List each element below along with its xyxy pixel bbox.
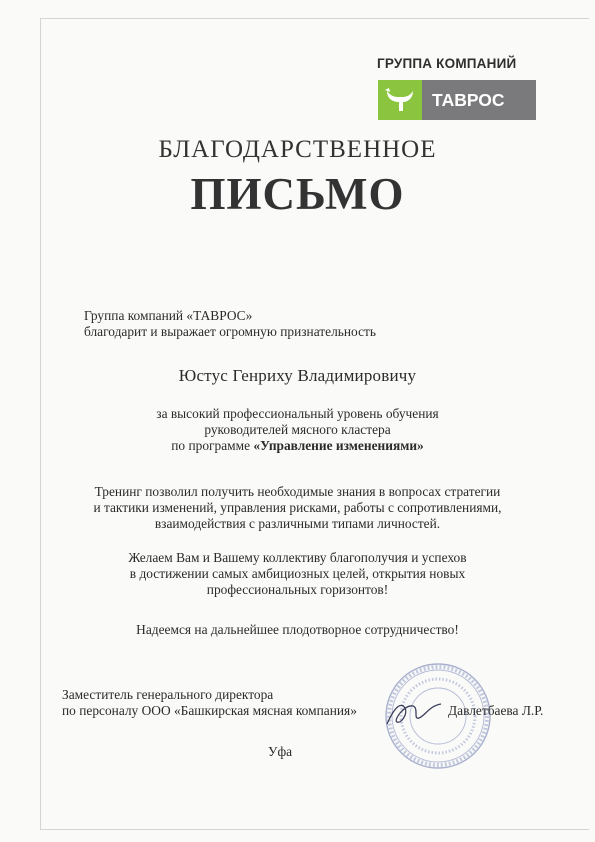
logo-wordmark: ТАВРОС	[422, 80, 536, 120]
signatory-name: Давлетбаева Л.Р.	[448, 703, 544, 718]
company-logo	[377, 56, 537, 118]
para2-line-2: в достижении самых амбициозных целей, открытия новых	[129, 566, 466, 581]
para1-line-3: взаимодействия с различными типами личностей.	[154, 516, 441, 531]
recipient-name: Юстус Генриху Владимировичу	[178, 366, 417, 385]
signatory-line-2: по персоналу ООО «Башкирская мясная компания»	[62, 703, 357, 718]
closing-line: Надеемся на дальнейшее плодотворное сотрудничество!	[136, 622, 459, 637]
para1-line-1: Тренинг позволил получить необходимые знания в вопросах стратегии	[94, 484, 501, 499]
reason-line-2: руководителей мясного кластера	[204, 422, 391, 437]
city-name: Уфа	[268, 744, 293, 759]
logo-caption: ГРУППА КОМПАНИЙ	[377, 56, 517, 71]
para2-line-1: Желаем Вам и Вашему коллективу благополучия и успехов	[128, 550, 467, 565]
program-name: «Управление изменениями»	[253, 438, 424, 453]
reason-line-1: за высокий профессиональный уровень обучения	[156, 406, 439, 421]
para2-line-3: профессиональных горизонтов!	[206, 582, 389, 597]
title-line-1: БЛАГОДАРСТВЕННОЕ	[158, 136, 437, 163]
intro-line-1: Группа компаний «ТАВРОС»	[84, 308, 253, 323]
reason-line-3	[0, 438, 595, 454]
program-prefix: по программе	[171, 438, 254, 453]
bull-horns-icon	[378, 80, 422, 120]
para1-line-2: и тактики изменений, управления рисками, работы с сопротивлениями,	[93, 500, 502, 515]
signatory-line-1: Заместитель генерального директора	[62, 687, 274, 702]
intro-line-2: благодарит и выражает огромную признательность	[84, 324, 376, 339]
handwritten-signature	[383, 694, 445, 734]
title-line-2: ПИСЬМО	[190, 169, 405, 219]
